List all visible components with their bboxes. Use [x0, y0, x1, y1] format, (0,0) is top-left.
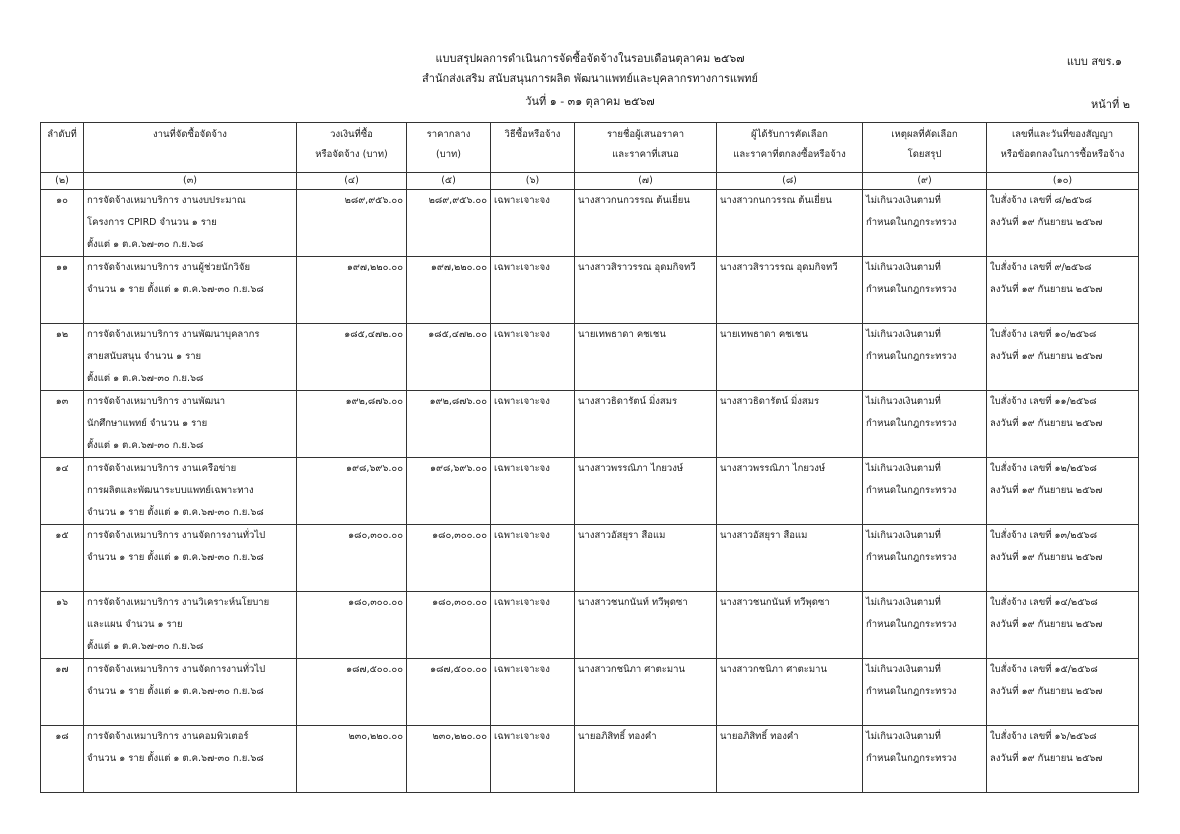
column-header-line: งานที่จัดซื้อจัดจ้าง: [153, 129, 227, 140]
contract-reference-line: ลงวันที่ ๑๙ กันยายน ๒๕๖๗: [990, 284, 1103, 295]
task-description-line: ตั้งแต่ ๑ ต.ค.๖๗-๓๐ ก.ย.๖๘: [87, 239, 204, 250]
task-description-line: ตั้งแต่ ๑ ต.ค.๖๗-๓๐ ก.ย.๖๘: [87, 641, 204, 652]
column-header: [297, 123, 407, 173]
column-header-line: เหตุผลที่คัดเลือก: [891, 129, 958, 140]
bidder-name: นางสาวธิดารัตน์ มิ่งสมร: [575, 391, 717, 458]
procurement-method: เฉพาะเจาะจง: [491, 726, 575, 793]
contract-reference-line: ใบสั่งจ้าง เลขที่ ๑๖/๒๕๖๘: [990, 731, 1097, 742]
task-description-line: การจัดจ้างเหมาบริการ งานงบประมาณ: [87, 195, 246, 206]
procurement-method: เฉพาะเจาะจง: [491, 190, 575, 257]
column-header: [41, 123, 84, 173]
column-number: (๗): [575, 173, 717, 190]
procurement-method: เฉพาะเจาะจง: [491, 592, 575, 659]
table-row: [41, 391, 1139, 458]
column-number: (๒): [41, 173, 84, 190]
report-period: วันที่ ๑ - ๓๑ ตุลาคม ๒๕๖๗: [525, 95, 655, 108]
task-description: [84, 257, 297, 324]
table-row: [41, 592, 1139, 659]
column-header: [84, 123, 297, 173]
median-price: ๑๙๒,๘๗๖.๐๐: [407, 391, 491, 458]
selection-reason-line: กำหนดในกฎกระทรวง: [866, 686, 957, 697]
column-number: (๕): [407, 173, 491, 190]
selected-vendor: นางสาวกชนิภา ศาตะมาน: [717, 659, 863, 726]
contract-reference: [987, 726, 1139, 793]
table-row: [41, 525, 1139, 592]
selection-reason: [863, 257, 987, 324]
selection-reason-line: ไม่เกินวงเงินตามที่: [866, 329, 941, 340]
selection-reason: [863, 391, 987, 458]
selected-vendor: นายอภิสิทธิ์ ทองคำ: [717, 726, 863, 793]
contract-reference: [987, 659, 1139, 726]
column-header-line: วิธีซื้อหรือจ้าง: [504, 129, 561, 140]
selection-reason-line: กำหนดในกฎกระทรวง: [866, 619, 957, 630]
table-row: [41, 726, 1139, 793]
procurement-method: เฉพาะเจาะจง: [491, 458, 575, 525]
median-price: ๑๘๗,๕๐๐.๐๐: [407, 659, 491, 726]
contract-reference-line: ลงวันที่ ๑๙ กันยายน ๒๕๖๗: [990, 351, 1103, 362]
budget-amount: ๑๘๐,๓๐๐.๐๐: [297, 525, 407, 592]
contract-reference-line: ลงวันที่ ๑๙ กันยายน ๒๕๖๗: [990, 552, 1103, 563]
selection-reason: [863, 190, 987, 257]
contract-reference: [987, 391, 1139, 458]
column-header: [987, 123, 1139, 173]
contract-reference-line: ใบสั่งจ้าง เลขที่ ๑๐/๒๕๖๘: [990, 329, 1097, 340]
column-header-line: ลำดับที่: [47, 129, 77, 140]
column-header-line: และราคาที่เสนอ: [612, 149, 679, 160]
page-number: หน้าที่ ๒: [1091, 98, 1130, 111]
bidder-name: นายอภิสิทธิ์ ทองคำ: [575, 726, 717, 793]
procurement-method: เฉพาะเจาะจง: [491, 525, 575, 592]
column-header-line: และราคาที่ตกลงซื้อหรือจ้าง: [733, 149, 846, 160]
task-description: [84, 659, 297, 726]
column-header-line: วงเงินที่ซื้อ: [330, 129, 373, 140]
budget-amount: ๑๙๗,๒๒๐.๐๐: [297, 257, 407, 324]
table-row: [41, 458, 1139, 525]
row-number: ๑๐: [41, 190, 84, 257]
selection-reason-line: ไม่เกินวงเงินตามที่: [866, 731, 941, 742]
column-header: [407, 123, 491, 173]
column-header-line: รายชื่อผู้เสนอราคา: [606, 129, 685, 140]
task-description: [84, 458, 297, 525]
column-header-line: เลขที่และวันที่ของสัญญา: [1011, 129, 1114, 140]
task-description-line: ตั้งแต่ ๑ ต.ค.๖๗-๓๐ ก.ย.๖๘: [87, 373, 204, 384]
selection-reason: [863, 659, 987, 726]
median-price: ๑๘๕,๔๗๒.๐๐: [407, 324, 491, 391]
budget-amount: ๑๙๘,๖๙๖.๐๐: [297, 458, 407, 525]
bidder-name: นายเทพธาดา คชเชน: [575, 324, 717, 391]
selection-reason: [863, 726, 987, 793]
task-description: [84, 726, 297, 793]
row-number: ๑๑: [41, 257, 84, 324]
task-description: [84, 190, 297, 257]
table-row: [41, 659, 1139, 726]
contract-reference-line: ลงวันที่ ๑๙ กันยายน ๒๕๖๗: [990, 619, 1103, 630]
column-number-row: [41, 173, 1139, 190]
column-header-line: หรือจัดจ้าง (บาท): [315, 149, 388, 160]
median-price: ๑๘๐,๓๐๐.๐๐: [407, 525, 491, 592]
column-header: [717, 123, 863, 173]
contract-reference-line: ใบสั่งจ้าง เลขที่ ๙/๒๕๖๘: [990, 262, 1092, 273]
selection-reason: [863, 458, 987, 525]
task-description-line: การจัดจ้างเหมาบริการ งานจัดการงานทั่วไป: [87, 530, 266, 541]
procurement-method: เฉพาะเจาะจง: [491, 391, 575, 458]
contract-reference-line: ลงวันที่ ๑๙ กันยายน ๒๕๖๗: [990, 217, 1103, 228]
contract-reference-line: ใบสั่งจ้าง เลขที่ ๑๕/๒๕๖๘: [990, 664, 1098, 675]
contract-reference-line: ลงวันที่ ๑๙ กันยายน ๒๕๖๗: [990, 753, 1103, 764]
selected-vendor: นางสาวธิดารัตน์ มิ่งสมร: [717, 391, 863, 458]
column-header: [575, 123, 717, 173]
selection-reason-line: ไม่เกินวงเงินตามที่: [866, 262, 941, 273]
selection-reason-line: ไม่เกินวงเงินตามที่: [866, 463, 941, 474]
column-header-line: หรือข้อตกลงในการซื้อหรือจ้าง: [1000, 149, 1125, 160]
contract-reference: [987, 592, 1139, 659]
bidder-name: นางสาวสิราวรรณ อุดมกิจทวี: [575, 257, 717, 324]
bidder-name: นางสาวพรรณิภา ไกยวงษ์: [575, 458, 717, 525]
task-description-line: นักศึกษาแพทย์ จำนวน ๑ ราย: [87, 418, 208, 429]
contract-reference: [987, 324, 1139, 391]
contract-reference-line: ใบสั่งจ้าง เลขที่ ๘/๒๕๖๘: [990, 195, 1092, 206]
report-title: แบบสรุปผลการดำเนินการจัดซื้อจัดจ้างในรอบเดือนตุลาคม ๒๕๖๗: [435, 52, 745, 65]
task-description-line: จำนวน ๑ ราย ตั้งแต่ ๑ ต.ค.๖๗-๓๐ ก.ย.๖๘: [87, 753, 264, 764]
task-description-line: การจัดจ้างเหมาบริการ งานพัฒนาบุคลากร: [87, 329, 260, 340]
budget-amount: ๑๙๒,๘๗๖.๐๐: [297, 391, 407, 458]
task-description-line: จำนวน ๑ ราย ตั้งแต่ ๑ ต.ค.๖๗-๓๐ ก.ย.๖๘: [87, 284, 264, 295]
task-description: [84, 592, 297, 659]
median-price: ๑๙๗,๒๒๐.๐๐: [407, 257, 491, 324]
selection-reason-line: กำหนดในกฎกระทรวง: [866, 284, 957, 295]
selected-vendor: นางสาวอัสยุรา สือแม: [717, 525, 863, 592]
selection-reason-line: กำหนดในกฎกระทรวง: [866, 217, 957, 228]
contract-reference-line: ใบสั่งจ้าง เลขที่ ๑๔/๒๕๖๘: [990, 597, 1098, 608]
column-header-line: ราคากลาง: [426, 129, 471, 140]
task-description: [84, 391, 297, 458]
procurement-method: เฉพาะเจาะจง: [491, 257, 575, 324]
selection-reason: [863, 525, 987, 592]
selection-reason-line: กำหนดในกฎกระทรวง: [866, 485, 957, 496]
selected-vendor: นางสาวสิราวรรณ อุดมกิจทวี: [717, 257, 863, 324]
median-price: ๒๘๙,๙๕๖.๐๐: [407, 190, 491, 257]
contract-reference-line: ลงวันที่ ๑๙ กันยายน ๒๕๖๗: [990, 686, 1103, 697]
row-number: ๑๖: [41, 592, 84, 659]
row-number: ๑๗: [41, 659, 84, 726]
column-header: [491, 123, 575, 173]
contract-reference-line: ลงวันที่ ๑๙ กันยายน ๒๕๖๗: [990, 485, 1103, 496]
contract-reference: [987, 525, 1139, 592]
bidder-name: นางสาวกนกวรรณ ต้นเยี่ยน: [575, 190, 717, 257]
column-header-line: (บาท): [435, 149, 462, 160]
task-description-line: จำนวน ๑ ราย ตั้งแต่ ๑ ต.ค.๖๗-๓๐ ก.ย.๖๘: [87, 686, 264, 697]
selected-vendor: นางสาวพรรณิภา ไกยวงษ์: [717, 458, 863, 525]
contract-reference-line: ลงวันที่ ๑๙ กันยายน ๒๕๖๗: [990, 418, 1103, 429]
selection-reason: [863, 324, 987, 391]
selection-reason-line: ไม่เกินวงเงินตามที่: [866, 195, 941, 206]
selection-reason-line: กำหนดในกฎกระทรวง: [866, 753, 957, 764]
selection-reason-line: ไม่เกินวงเงินตามที่: [866, 530, 941, 541]
task-description-line: การจัดจ้างเหมาบริการ งานพัฒนา: [87, 396, 226, 407]
form-code: แบบ สขร.๑: [1066, 55, 1122, 68]
budget-amount: ๑๘๕,๔๗๒.๐๐: [297, 324, 407, 391]
budget-amount: ๑๘๐,๓๐๐.๐๐: [297, 592, 407, 659]
column-header-line: ผู้ได้รับการคัดเลือก: [751, 129, 828, 140]
task-description-line: การผลิตและพัฒนาระบบแพทย์เฉพาะทาง: [87, 485, 254, 496]
table-row: [41, 190, 1139, 257]
task-description-line: ตั้งแต่ ๑ ต.ค.๖๗-๓๐ ก.ย.๖๘: [87, 440, 204, 451]
contract-reference-line: ใบสั่งจ้าง เลขที่ ๑๒/๒๕๖๘: [990, 463, 1097, 474]
contract-reference: [987, 257, 1139, 324]
agency-name: สำนักส่งเสริม สนับสนุนการผลิต พัฒนาแพทย์และบุคลากรทางการแพทย์: [422, 72, 758, 85]
column-number: (๙): [863, 173, 987, 190]
task-description-line: การจัดจ้างเหมาบริการ งานเครือข่าย: [87, 463, 237, 474]
task-description: [84, 525, 297, 592]
selection-reason: [863, 592, 987, 659]
budget-amount: ๑๘๗,๕๐๐.๐๐: [297, 659, 407, 726]
procurement-method: เฉพาะเจาะจง: [491, 659, 575, 726]
median-price: ๒๓๐,๒๒๐.๐๐: [407, 726, 491, 793]
selection-reason-line: กำหนดในกฎกระทรวง: [866, 351, 957, 362]
task-description: [84, 324, 297, 391]
selected-vendor: นายเทพธาดา คชเชน: [717, 324, 863, 391]
column-number: (๘): [717, 173, 863, 190]
table-header-row: [41, 123, 1139, 173]
column-header: [863, 123, 987, 173]
bidder-name: นางสาวชนกนันท์ ทวีพุดซา: [575, 592, 717, 659]
budget-amount: ๒๓๐,๒๒๐.๐๐: [297, 726, 407, 793]
column-number: (๑๐): [987, 173, 1139, 190]
bidder-name: นางสาวอัสยุรา สือแม: [575, 525, 717, 592]
selection-reason-line: กำหนดในกฎกระทรวง: [866, 552, 957, 563]
row-number: ๑๘: [41, 726, 84, 793]
procurement-summary-table: [40, 122, 1139, 793]
task-description-line: จำนวน ๑ ราย ตั้งแต่ ๑ ต.ค.๖๗-๓๐ ก.ย.๖๘: [87, 552, 264, 563]
bidder-name: นางสาวกชนิภา ศาตะมาน: [575, 659, 717, 726]
median-price: ๑๙๘,๖๙๖.๐๐: [407, 458, 491, 525]
column-header-line: โดยสรุป: [907, 149, 942, 160]
contract-reference-line: ใบสั่งจ้าง เลขที่ ๑๑/๒๕๖๘: [990, 396, 1097, 407]
column-number: (๓): [84, 173, 297, 190]
task-description-line: การจัดจ้างเหมาบริการ งานวิเคราะห์นโยบาย: [87, 597, 270, 608]
row-number: ๑๒: [41, 324, 84, 391]
row-number: ๑๓: [41, 391, 84, 458]
selected-vendor: นางสาวชนกนันท์ ทวีพุดซา: [717, 592, 863, 659]
task-description-line: โครงการ CPIRD จำนวน ๑ ราย: [87, 217, 217, 228]
column-number: (๔): [297, 173, 407, 190]
table-row: [41, 324, 1139, 391]
task-description-line: การจัดจ้างเหมาบริการ งานคอมพิวเตอร์: [87, 731, 249, 742]
median-price: ๑๘๐,๓๐๐.๐๐: [407, 592, 491, 659]
row-number: ๑๕: [41, 525, 84, 592]
task-description-line: สายสนับสนุน จำนวน ๑ ราย: [87, 351, 202, 362]
procurement-method: เฉพาะเจาะจง: [491, 324, 575, 391]
selection-reason-line: ไม่เกินวงเงินตามที่: [866, 597, 941, 608]
column-number: (๖): [491, 173, 575, 190]
table-row: [41, 257, 1139, 324]
task-description-line: การจัดจ้างเหมาบริการ งานผู้ช่วยนักวิจัย: [87, 262, 251, 273]
selection-reason-line: ไม่เกินวงเงินตามที่: [866, 664, 941, 675]
selection-reason-line: กำหนดในกฎกระทรวง: [866, 418, 957, 429]
task-description-line: การจัดจ้างเหมาบริการ งานจัดการงานทั่วไป: [87, 664, 266, 675]
row-number: ๑๔: [41, 458, 84, 525]
task-description-line: จำนวน ๑ ราย ตั้งแต่ ๑ ต.ค.๖๗-๓๐ ก.ย.๖๘: [87, 507, 264, 518]
contract-reference: [987, 458, 1139, 525]
budget-amount: ๒๘๙,๙๕๖.๐๐: [297, 190, 407, 257]
task-description-line: และแผน จำนวน ๑ ราย: [87, 619, 183, 630]
selected-vendor: นางสาวกนกวรรณ ต้นเยี่ยน: [717, 190, 863, 257]
contract-reference-line: ใบสั่งจ้าง เลขที่ ๑๓/๒๕๖๘: [990, 530, 1098, 541]
contract-reference: [987, 190, 1139, 257]
selection-reason-line: ไม่เกินวงเงินตามที่: [866, 396, 941, 407]
